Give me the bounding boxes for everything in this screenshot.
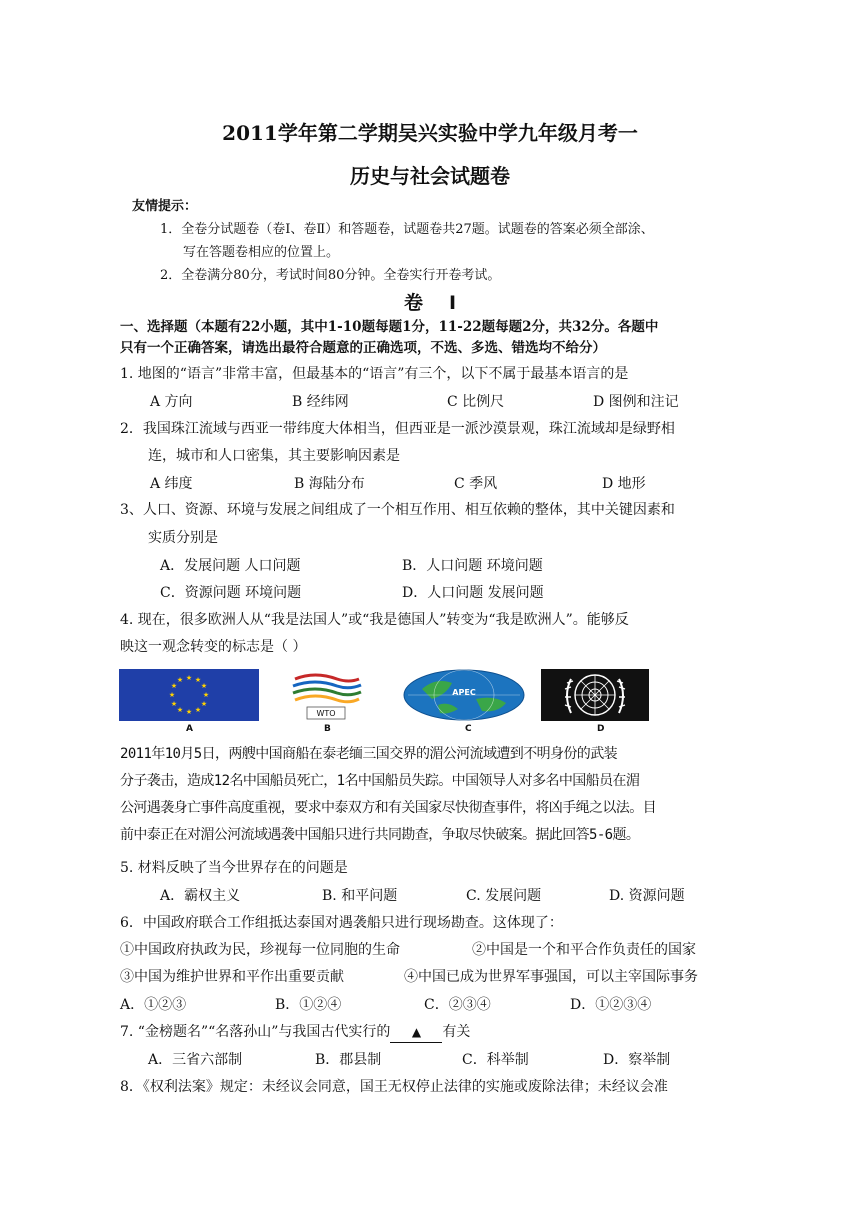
q2-option-a[interactable]: A 纬度 bbox=[150, 476, 193, 492]
q5-stem: 5. 材料反映了当今世界存在的问题是 bbox=[120, 860, 348, 876]
q6-statement-2: ②中国是一个和平合作负责任的国家 bbox=[472, 942, 696, 958]
wto-text: WTO bbox=[316, 709, 336, 718]
un-emblem-icon bbox=[541, 669, 649, 721]
logo-label-a: A bbox=[186, 724, 193, 734]
apec-logo[interactable] bbox=[402, 669, 526, 721]
q2-option-d[interactable]: D 地形 bbox=[602, 476, 646, 492]
q4-stem: 4. 现在，很多欧洲人从“我是法国人”或“我是德国人”转变为“我是欧洲人”。能够反 bbox=[120, 612, 629, 628]
svg-text:★: ★ bbox=[200, 700, 208, 708]
q3-stem: 3、人口、资源、环境与发展之间组成了一个相互作用、相互依赖的整体，其中关键因素和 bbox=[120, 502, 675, 518]
q1-stem: 1. 地图的“语言”非常丰富，但最基本的“语言”有三个，以下不属于最基本语言的是 bbox=[120, 366, 629, 382]
q1-option-a[interactable]: A 方向 bbox=[150, 394, 193, 410]
q6-option-a[interactable]: A．①②③ bbox=[120, 997, 187, 1013]
q1-option-b[interactable]: B 经纬网 bbox=[292, 394, 349, 410]
q1-option-c[interactable]: C 比例尺 bbox=[447, 394, 505, 410]
notice-item-1: 1．全卷分试题卷（卷Ⅰ、卷Ⅱ）和答题卷，试题卷共27题。试题卷的答案必须全部涂、 bbox=[160, 222, 654, 237]
q6-statement-1: ①中国政府执政为民，珍视每一位同胞的生命 bbox=[120, 942, 400, 958]
q3-option-b[interactable]: B．人口问题 环境问题 bbox=[402, 558, 543, 574]
logo-label-d: D bbox=[597, 724, 605, 734]
q2-option-b[interactable]: B 海陆分布 bbox=[294, 476, 365, 492]
svg-text:★: ★ bbox=[176, 676, 184, 684]
q5-option-b[interactable]: B. 和平问题 bbox=[322, 888, 398, 904]
q5-option-d[interactable]: D. 资源问题 bbox=[609, 888, 685, 904]
notice-item-2: 2．全卷满分80分，考试时间80分钟。全卷实行开卷考试。 bbox=[160, 268, 501, 283]
passage-line-2: 分子袭击，造成12名中国船员死亡，1名中国船员失踪。中国领导人对多名中国船员在湄 bbox=[120, 773, 640, 789]
svg-text:★: ★ bbox=[185, 708, 193, 716]
q7-option-b[interactable]: B．郡县制 bbox=[315, 1052, 382, 1068]
passage-line-1: 2011年10月5日，两艘中国商船在泰老缅三国交界的湄公河流域遭到不明身份的武装 bbox=[120, 746, 617, 762]
q8-stem: 8．《权利法案》规定：未经议会同意，国王无权停止法律的实施或废除法律；未经议会准 bbox=[120, 1079, 668, 1095]
apec-text: APEC bbox=[452, 688, 476, 697]
exam-subtitle: 历史与社会试题卷 bbox=[350, 164, 510, 188]
q7-stem-text: 7. “金榜题名”“名落孙山”与我国古代实行的 bbox=[120, 1024, 391, 1040]
svg-text:★: ★ bbox=[185, 674, 193, 682]
section-heading-numeral: Ⅰ bbox=[448, 292, 457, 314]
q7-option-d[interactable]: D．察举制 bbox=[603, 1052, 671, 1068]
q7-stem bbox=[120, 1022, 470, 1043]
q3-stem-cont: 实质分别是 bbox=[148, 530, 218, 546]
q2-stem-cont: 连，城市和人口密集，其主要影响因素是 bbox=[148, 448, 400, 464]
svg-text:★: ★ bbox=[194, 706, 202, 714]
notice-item-1-cont: 写在答题卷相应的位置上。 bbox=[183, 245, 340, 260]
un-logo[interactable] bbox=[541, 669, 649, 721]
eu-flag-icon bbox=[119, 669, 259, 721]
q6-option-b[interactable]: B．①②④ bbox=[275, 997, 342, 1013]
exam-title: 2011学年第二学期吴兴实验中学九年级月考一 bbox=[222, 121, 638, 145]
q2-stem: 2．我国珠江流域与西亚一带纬度大体相当，但西亚是一派沙漠景观，珠江流域却是绿野相 bbox=[120, 421, 675, 437]
q6-option-d[interactable]: D．①②③④ bbox=[570, 997, 652, 1013]
q6-option-c[interactable]: C．②③④ bbox=[424, 997, 491, 1013]
svg-text:★: ★ bbox=[170, 682, 178, 690]
q7-option-c[interactable]: C．科举制 bbox=[462, 1052, 529, 1068]
logo-label-b: B bbox=[324, 724, 331, 734]
q3-option-c[interactable]: C．资源问题 环境问题 bbox=[160, 585, 302, 601]
q1-option-d[interactable]: D 图例和注记 bbox=[593, 394, 679, 410]
q7-stem-end: 有关 bbox=[442, 1024, 471, 1040]
q6-statement-3: ③中国为维护世界和平作出重要贡献 bbox=[120, 969, 344, 985]
q6-statement-4: ④中国已成为世界军事强国，可以主宰国际事务 bbox=[404, 969, 698, 985]
q7-option-a[interactable]: A．三省六部制 bbox=[148, 1052, 243, 1068]
wto-logo[interactable] bbox=[285, 669, 367, 721]
svg-text:★: ★ bbox=[176, 706, 184, 714]
q3-option-d[interactable]: D．人口问题 发展问题 bbox=[402, 585, 544, 601]
q3-option-a[interactable]: A．发展问题 人口问题 bbox=[160, 558, 301, 574]
svg-text:★: ★ bbox=[200, 682, 208, 690]
section-heading bbox=[0, 288, 860, 315]
q4-stem-cont: 映这一观念转变的标志是（ ） bbox=[120, 639, 307, 655]
svg-text:★: ★ bbox=[168, 691, 176, 699]
svg-text:★: ★ bbox=[202, 691, 210, 699]
part1-instructions: 一、选择题（本题有22小题，其中1-10题每题1分，11-22题每题2分，共32分。各题中 bbox=[120, 319, 659, 335]
part1-instructions-cont: 只有一个正确答案，请选出最符合题意的正确选项，不选、多选、错选均不给分） bbox=[120, 340, 606, 356]
q7-answer-blank[interactable]: ▲ bbox=[390, 1022, 442, 1043]
eu-flag-logo[interactable] bbox=[119, 669, 259, 721]
svg-text:★: ★ bbox=[194, 676, 202, 684]
passage-line-4: 前中泰正在对湄公河流域遇袭中国船只进行共同勘查，争取尽快破案。据此回答5-6题。 bbox=[120, 827, 640, 843]
q6-stem: 6．中国政府联合工作组抵达泰国对遇袭船只进行现场勘查。这体现了： bbox=[120, 915, 563, 931]
notice-heading: 友情提示： bbox=[132, 199, 198, 214]
logo-label-c: C bbox=[465, 724, 472, 734]
q2-option-c[interactable]: C 季风 bbox=[454, 476, 498, 492]
svg-text:★: ★ bbox=[170, 700, 178, 708]
section-heading-label: 卷 bbox=[403, 292, 423, 314]
passage-line-3: 公河遇袭身亡事件高度重视，要求中泰双方和有关国家尽快彻查事件，将凶手绳之以法。目 bbox=[120, 800, 656, 816]
q5-option-a[interactable]: A．霸权主义 bbox=[160, 888, 241, 904]
q5-option-c[interactable]: C. 发展问题 bbox=[466, 888, 542, 904]
